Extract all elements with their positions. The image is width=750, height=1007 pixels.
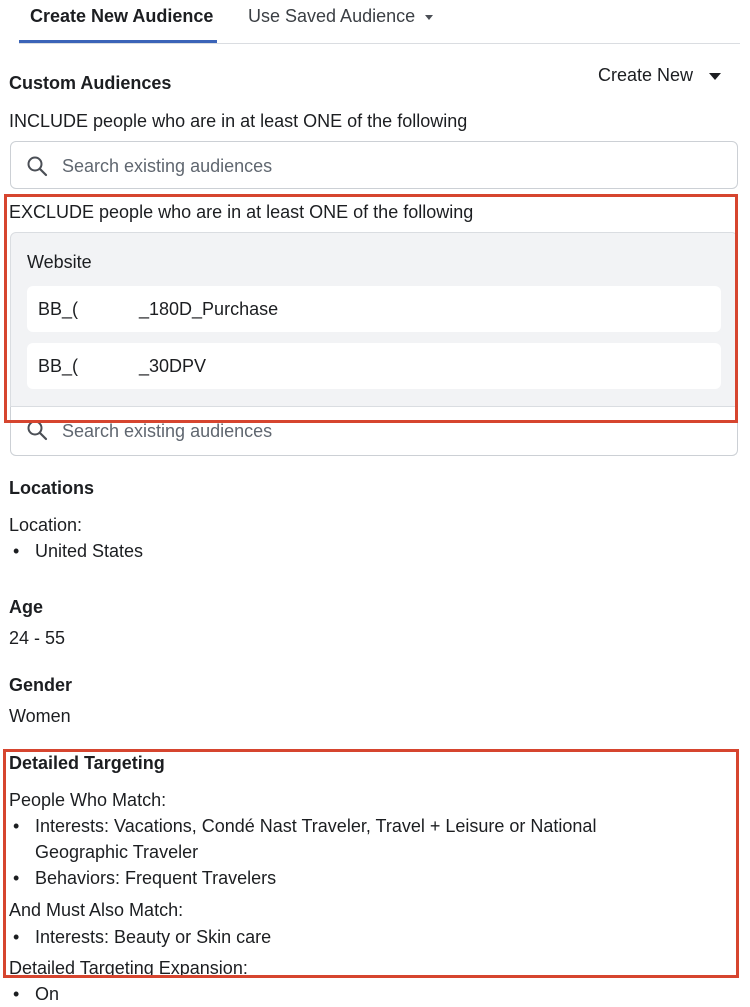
audience-tabs bbox=[0, 0, 740, 46]
expansion-item: • On bbox=[9, 981, 59, 1007]
include-label: INCLUDE people who are in at least ONE of the following bbox=[9, 111, 468, 131]
search-icon bbox=[26, 419, 48, 441]
location-list bbox=[9, 538, 143, 564]
create-new-dropdown[interactable] bbox=[598, 64, 721, 86]
match-item: • Interests: Vacations, Condé Nast Traveler, Travel + Leisure or National Geographic Traveler bbox=[9, 813, 629, 865]
exclude-search-input[interactable] bbox=[10, 407, 738, 456]
tab-use-saved-label: Use Saved Audience bbox=[248, 6, 416, 26]
location-label: Location: bbox=[9, 515, 83, 535]
age-title: Age bbox=[9, 597, 44, 617]
gender-value: Women bbox=[9, 706, 71, 726]
location-item: • United States bbox=[9, 538, 143, 564]
must-also-match-label: And Must Also Match: bbox=[9, 900, 184, 920]
gender-title: Gender bbox=[9, 675, 73, 695]
audience-name-suffix: _30DPV bbox=[139, 356, 207, 376]
tab-use-saved-audience[interactable] bbox=[248, 5, 433, 27]
search-placeholder: Search existing audiences bbox=[62, 156, 273, 176]
audience-name-prefix: BB_( bbox=[38, 299, 79, 319]
search-placeholder: Search existing audiences bbox=[62, 421, 273, 441]
must-match-item: • Interests: Beauty or Skin care bbox=[9, 924, 271, 950]
excluded-audiences-panel bbox=[10, 232, 738, 407]
tab-create-new-audience[interactable]: Create New Audience bbox=[30, 6, 214, 26]
caret-down-icon bbox=[709, 73, 721, 80]
excluded-audience-item[interactable] bbox=[27, 343, 721, 389]
people-who-match-label: People Who Match: bbox=[9, 790, 167, 810]
match-item: • Behaviors: Frequent Travelers bbox=[9, 865, 629, 891]
audience-name-suffix: _180D_Purchase bbox=[139, 299, 279, 319]
age-value: 24 - 55 bbox=[9, 628, 66, 648]
exclude-label: EXCLUDE people who are in at least ONE of the following bbox=[9, 202, 474, 222]
detailed-targeting-title: Detailed Targeting bbox=[9, 753, 165, 773]
include-search-input[interactable] bbox=[10, 141, 738, 189]
expansion-list bbox=[9, 981, 59, 1007]
locations-title: Locations bbox=[9, 478, 95, 498]
exclude-group-title: Website bbox=[27, 252, 92, 272]
create-new-label: Create New bbox=[598, 65, 694, 85]
caret-down-icon bbox=[425, 15, 433, 20]
tabs-divider bbox=[19, 43, 740, 44]
search-icon bbox=[26, 155, 48, 177]
must-match-list bbox=[9, 924, 271, 950]
match-list bbox=[9, 813, 629, 891]
excluded-audience-item[interactable] bbox=[27, 286, 721, 332]
custom-audiences-title: Custom Audiences bbox=[9, 73, 172, 93]
audience-name-prefix: BB_( bbox=[38, 356, 79, 376]
targeting-expansion-label: Detailed Targeting Expansion: bbox=[9, 958, 248, 978]
